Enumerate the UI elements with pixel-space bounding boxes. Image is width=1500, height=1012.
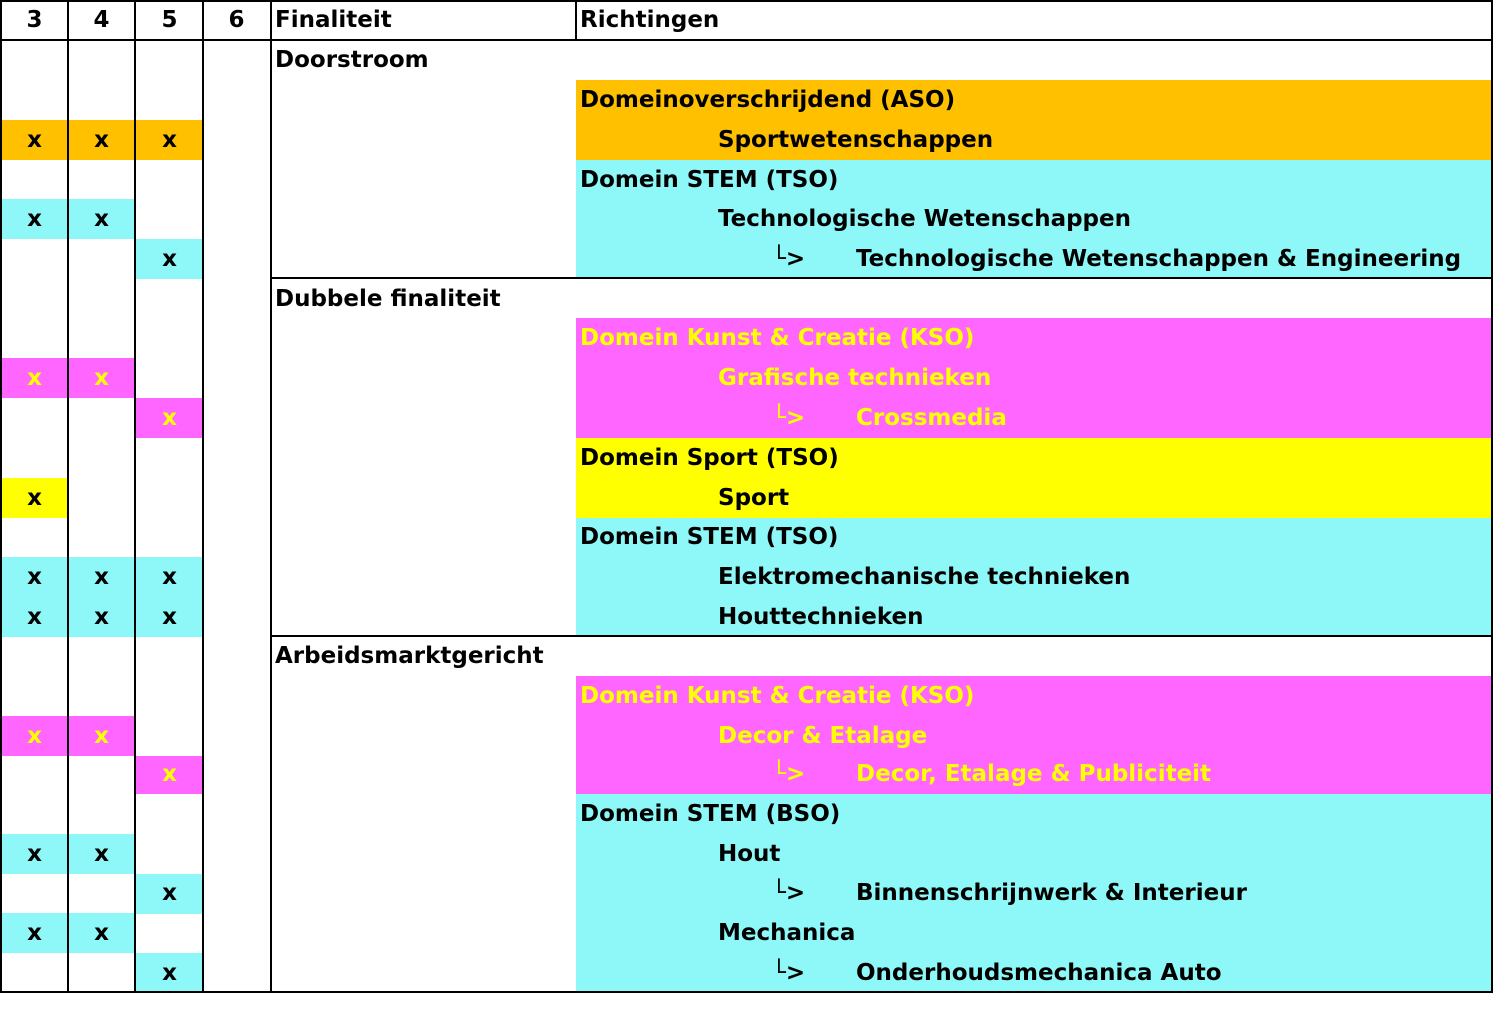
year-mark: x xyxy=(162,127,177,153)
year-mark: x xyxy=(27,920,42,946)
course-label: Technologische Wetenschappen & Engineering xyxy=(856,246,1462,272)
table-border-bottom xyxy=(0,991,1493,993)
year-mark: x xyxy=(162,246,177,272)
section-title-doorstroom: Doorstroom xyxy=(275,47,429,73)
course-label: Mechanica xyxy=(718,920,856,946)
year-mark: x xyxy=(162,564,177,590)
course-label: Decor & Etalage xyxy=(718,723,928,749)
year-mark: x xyxy=(162,604,177,630)
year-mark: x xyxy=(162,960,177,986)
column-divider xyxy=(270,0,272,993)
header-divider xyxy=(0,39,1493,41)
year-mark: x xyxy=(94,841,109,867)
year-mark: x xyxy=(27,604,42,630)
course-label: Technologische Wetenschappen xyxy=(718,206,1131,232)
header-finaliteit: Finaliteit xyxy=(275,7,392,33)
year-mark: x xyxy=(162,880,177,906)
course-label: Decor, Etalage & Publiciteit xyxy=(856,761,1212,787)
section-title-arbeidsmarktgericht: Arbeidsmarktgericht xyxy=(275,643,544,669)
table-border-right xyxy=(1491,0,1493,993)
course-label: Hout xyxy=(718,841,781,867)
course-label: Onderhoudsmechanica Auto xyxy=(856,960,1222,986)
header-year-5: 5 xyxy=(161,7,178,33)
course-label: Binnenschrijnwerk & Interieur xyxy=(856,880,1247,906)
course-label: Elektromechanische technieken xyxy=(718,564,1131,590)
header-year-3: 3 xyxy=(26,7,43,33)
domain-label: Domein STEM (BSO) xyxy=(580,801,841,827)
domain-label: Domein Kunst & Creatie (KSO) xyxy=(580,683,975,709)
course-label: Sport xyxy=(718,485,790,511)
year-mark: x xyxy=(94,127,109,153)
course-label: Houttechnieken xyxy=(718,604,924,630)
year-mark: x xyxy=(94,206,109,232)
header-richtingen: Richtingen xyxy=(580,7,720,33)
section-title-dubbele-finaliteit: Dubbele finaliteit xyxy=(275,286,501,312)
domain-label: Domein STEM (TSO) xyxy=(580,167,839,193)
year-mark: x xyxy=(162,761,177,787)
course-label: Sportwetenschappen xyxy=(718,127,994,153)
year-mark: x xyxy=(27,564,42,590)
domain-label: Domein Kunst & Creatie (KSO) xyxy=(580,325,975,351)
year-mark: x xyxy=(27,127,42,153)
year-mark: x xyxy=(162,405,177,431)
arrow-icon: └> xyxy=(772,246,806,272)
domain-label: Domein STEM (TSO) xyxy=(580,524,839,550)
year-mark: x xyxy=(27,485,42,511)
year-mark: x xyxy=(94,920,109,946)
domain-label: Domein Sport (TSO) xyxy=(580,445,839,471)
year-mark: x xyxy=(27,723,42,749)
year-mark: x xyxy=(94,365,109,391)
header-year-6: 6 xyxy=(228,7,245,33)
year-mark: x xyxy=(94,564,109,590)
arrow-icon: └> xyxy=(772,960,806,986)
header-year-4: 4 xyxy=(93,7,110,33)
year-mark: x xyxy=(27,365,42,391)
course-label: Grafische technieken xyxy=(718,365,992,391)
year-mark: x xyxy=(94,723,109,749)
column-divider xyxy=(575,0,577,40)
course-label: Crossmedia xyxy=(856,405,1007,431)
year-mark: x xyxy=(94,604,109,630)
year-mark: x xyxy=(27,206,42,232)
domain-label: Domeinoverschrijdend (ASO) xyxy=(580,87,956,113)
year-mark: x xyxy=(27,841,42,867)
arrow-icon: └> xyxy=(772,405,806,431)
arrow-icon: └> xyxy=(772,880,806,906)
arrow-icon: └> xyxy=(772,761,806,787)
